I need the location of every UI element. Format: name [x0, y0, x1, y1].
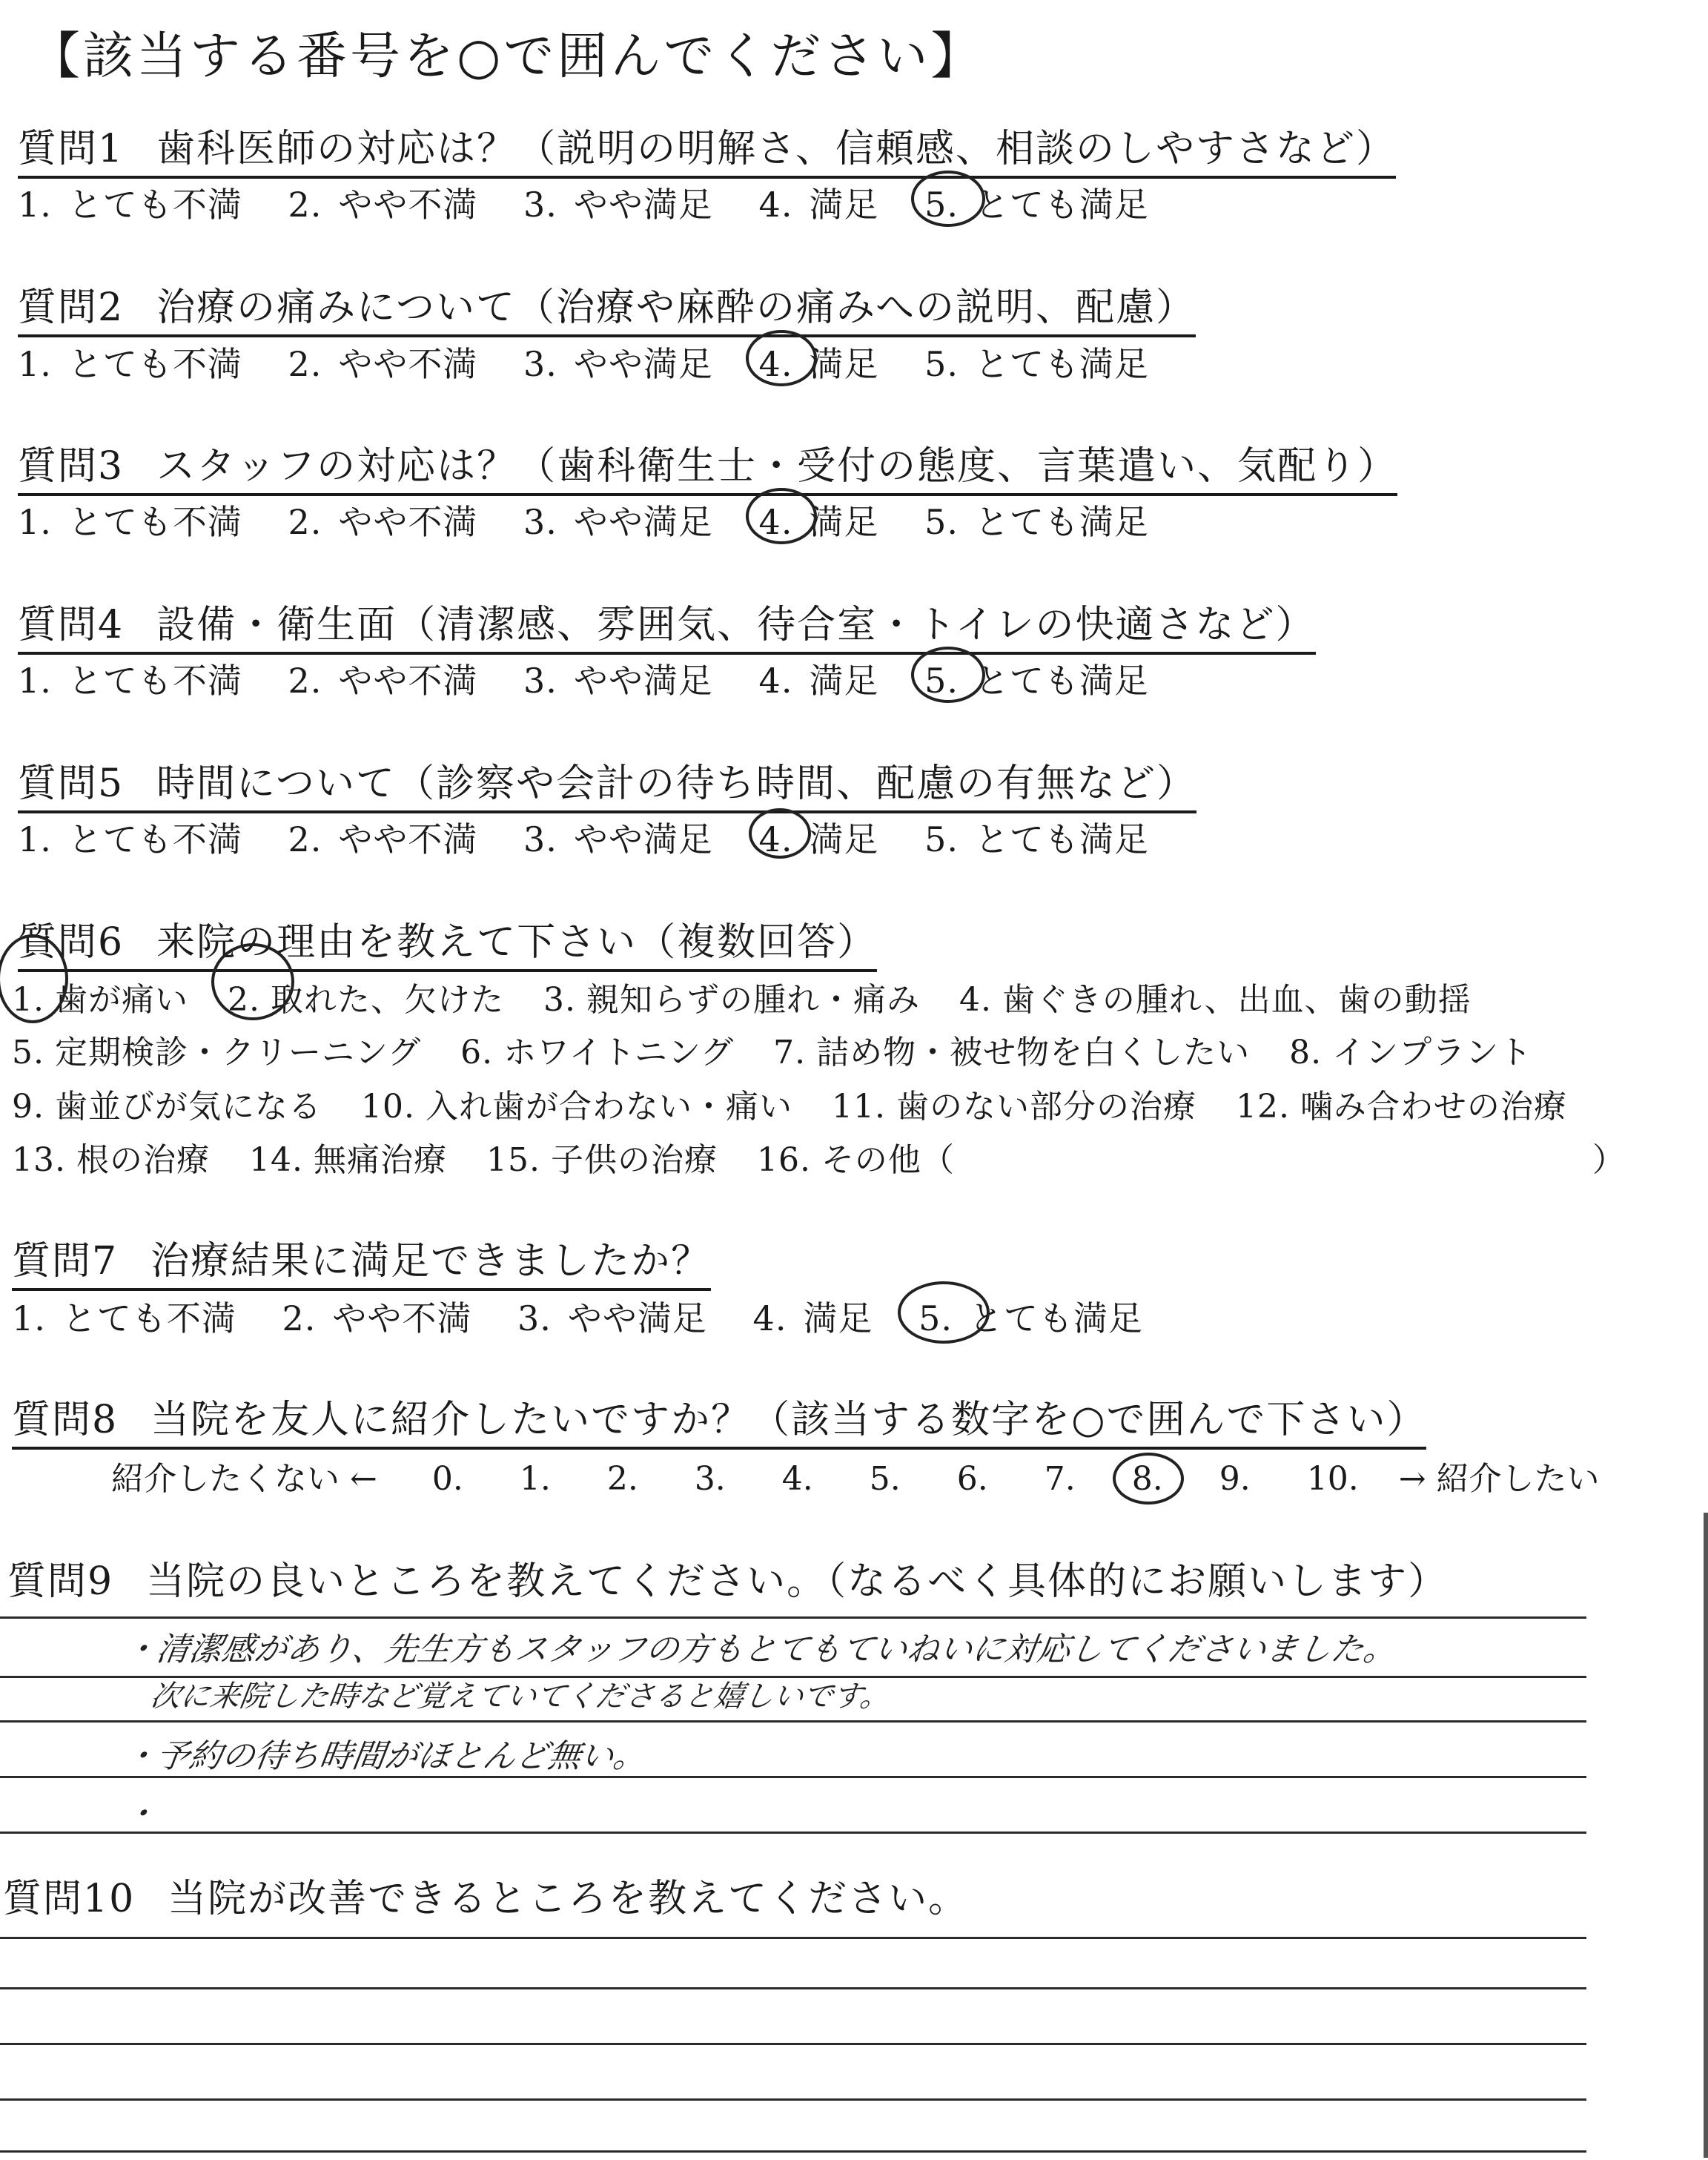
- q7-option-4[interactable]: 4. 満足: [752, 1298, 873, 1338]
- q6-option-1[interactable]: 1. 歯が痛い: [12, 973, 188, 1020]
- q9-handwritten-line-3: ・予約の待ち時間がほとんど無い。: [121, 1737, 649, 1775]
- question-3-text: スタッフの対応は？（歯科衛生士・受付の態度、言葉遣い、気配り）: [156, 444, 1398, 489]
- q3-option-2[interactable]: 2. やや不満: [288, 502, 478, 542]
- q4-option-3[interactable]: 3. やや満足: [523, 661, 713, 701]
- q1-option-5[interactable]: 5. とても満足: [924, 178, 1149, 227]
- q8-scale-1[interactable]: 1.: [519, 1460, 551, 1498]
- q9-handwritten-line-2: 次に来院した時など覚えていてくださると嬉しいです。: [148, 1680, 893, 1714]
- q8-left-label: 紹介したくない ←: [111, 1460, 377, 1498]
- question-6-number: 質問6: [18, 920, 125, 965]
- q8-scale-10[interactable]: 10.: [1306, 1460, 1359, 1498]
- q6-option-10[interactable]: 10. 入れ歯が合わない・痛い: [360, 1088, 792, 1126]
- q7-option-2[interactable]: 2. やや不満: [282, 1298, 472, 1338]
- page-edge-shadow: [1704, 1513, 1708, 2158]
- question-1-number: 質問1: [18, 127, 125, 171]
- question-8-number: 質問8: [12, 1398, 119, 1442]
- q5-option-5[interactable]: 5. とても満足: [924, 819, 1149, 859]
- q6-option-5[interactable]: 5. 定期検診・クリーニング: [12, 1034, 422, 1071]
- question-6-text: 来院の理由を教えて下さい（複数回答）: [156, 920, 878, 965]
- question-8-heading: [12, 1388, 1426, 1450]
- question-7-options: [12, 1292, 1177, 1341]
- q4-option-2[interactable]: 2. やや不満: [288, 661, 478, 701]
- question-2-heading: [18, 276, 1196, 337]
- q2-option-2[interactable]: 2. やや不満: [288, 344, 478, 384]
- question-4-options: [18, 654, 1183, 703]
- page-title: 【該当する番号を○で囲んでください】: [30, 27, 984, 86]
- question-9-text: 当院の良いところを教えてください。（なるべく具体的にお願いします）: [146, 1559, 1449, 1604]
- q3-option-1[interactable]: 1. とても不満: [18, 502, 242, 542]
- q5-option-2[interactable]: 2. やや不満: [288, 819, 478, 859]
- q6-option-13[interactable]: 13. 根の治療: [12, 1141, 210, 1179]
- q7-option-1[interactable]: 1. とても不満: [12, 1298, 236, 1338]
- question-4-heading: [18, 593, 1316, 655]
- q1-option-1[interactable]: 1. とても不満: [18, 185, 242, 225]
- question-7-heading: [12, 1229, 711, 1291]
- question-6-options-row-3: [12, 1080, 1595, 1127]
- question-1-heading: [18, 117, 1396, 179]
- q5-option-3[interactable]: 3. やや満足: [523, 819, 713, 859]
- question-6-options-row-2: [12, 1025, 1560, 1073]
- question-3-heading: [18, 435, 1397, 496]
- q8-scale-9[interactable]: 9.: [1219, 1460, 1251, 1498]
- q6-option-11[interactable]: 11. 歯のない部分の治療: [831, 1088, 1196, 1126]
- question-1-options: [18, 178, 1183, 227]
- q8-scale-0[interactable]: 0.: [431, 1460, 463, 1498]
- q8-right-label: → 紹介したい: [1398, 1460, 1600, 1498]
- q6-option-8[interactable]: 8. インプラント: [1289, 1034, 1533, 1071]
- q8-scale-5[interactable]: 5.: [869, 1460, 901, 1498]
- q6-option-12[interactable]: 12. 噛み合わせの治療: [1235, 1088, 1567, 1126]
- question-6-heading: [18, 911, 877, 972]
- q9-handwritten-line-1: ・清潔感があり、先生方もスタッフの方もとてもていねいに対応してくださいました。: [121, 1631, 1399, 1668]
- q8-scale-3[interactable]: 3.: [694, 1460, 726, 1498]
- question-7-number: 質問7: [12, 1239, 119, 1284]
- question-10-heading: [3, 1867, 968, 1926]
- answer-line: [0, 2098, 1586, 2101]
- q3-option-4[interactable]: 4. 満足: [759, 495, 879, 544]
- question-9-heading: [7, 1550, 1448, 1608]
- q1-option-3[interactable]: 3. やや満足: [523, 185, 713, 225]
- q7-option-5[interactable]: 5. とても満足: [918, 1292, 1143, 1341]
- q3-option-3[interactable]: 3. やや満足: [523, 502, 713, 542]
- question-8-scale: [111, 1452, 1600, 1499]
- q6-option-9[interactable]: 9. 歯並びが気になる: [12, 1088, 322, 1126]
- q2-option-1[interactable]: 1. とても不満: [18, 344, 242, 384]
- q8-scale-7[interactable]: 7.: [1044, 1460, 1076, 1498]
- question-8-text: 当院を友人に紹介したいですか？（該当する数字を○で囲んで下さい）: [150, 1398, 1427, 1442]
- question-2-options: [18, 337, 1183, 386]
- question-1-text: 歯科医師の対応は？（説明の明解さ、信頼感、相談のしやすさなど）: [156, 127, 1397, 171]
- q6-other-close-paren: ）: [1592, 1141, 1626, 1179]
- q4-option-4[interactable]: 4. 満足: [758, 661, 879, 701]
- q2-option-5[interactable]: 5. とても満足: [924, 344, 1149, 384]
- q2-option-4[interactable]: 4. 満足: [759, 337, 879, 386]
- question-6-options-row-1: [12, 973, 1500, 1020]
- question-5-options: [18, 813, 1183, 862]
- answer-line: [0, 1832, 1586, 1834]
- q6-option-16[interactable]: 16. その他（: [756, 1141, 955, 1179]
- q1-option-4[interactable]: 4. 満足: [758, 185, 879, 225]
- q5-option-1[interactable]: 1. とても不満: [18, 819, 242, 859]
- q6-option-7[interactable]: 7. 詰め物・被せ物を白くしたい: [773, 1034, 1251, 1071]
- q5-option-4[interactable]: 4. 満足: [759, 813, 879, 862]
- answer-line: [0, 1987, 1586, 1989]
- answer-line: [0, 1616, 1586, 1619]
- question-2-text: 治療の痛みについて（治療や麻酔の痛みへの説明、配慮）: [156, 285, 1196, 330]
- q4-option-5[interactable]: 5. とても満足: [924, 654, 1149, 703]
- question-3-number: 質問3: [18, 444, 125, 489]
- answer-line: [0, 2150, 1586, 2153]
- q4-option-1[interactable]: 1. とても不満: [18, 661, 242, 701]
- q8-scale-4[interactable]: 4.: [781, 1460, 813, 1498]
- question-4-text: 設備・衛生面（清潔感、雰囲気、待合室・トイレの快適さなど）: [156, 603, 1316, 647]
- q3-option-5[interactable]: 5. とても満足: [924, 502, 1149, 542]
- q6-option-2[interactable]: 2. 取れた、欠けた: [228, 973, 504, 1020]
- question-5-heading: [18, 752, 1196, 813]
- answer-line: [0, 2043, 1586, 2045]
- question-5-number: 質問5: [18, 762, 125, 806]
- question-10-number: 質問10: [3, 1877, 136, 1921]
- q1-option-2[interactable]: 2. やや不満: [288, 185, 478, 225]
- q7-option-3[interactable]: 3. やや満足: [517, 1298, 707, 1338]
- answer-line: [0, 1720, 1586, 1723]
- q6-option-15[interactable]: 15. 子供の治療: [486, 1141, 718, 1179]
- question-5-text: 時間について（診察や会計の待ち時間、配慮の有無など）: [156, 762, 1197, 806]
- question-3-options: [18, 495, 1183, 544]
- q6-option-14[interactable]: 14. 無痛治療: [248, 1141, 447, 1179]
- question-7-text: 治療結果に満足できましたか？: [150, 1239, 712, 1284]
- q8-scale-2[interactable]: 2.: [606, 1460, 638, 1498]
- question-6-options-row-4: [12, 1133, 983, 1180]
- q2-option-3[interactable]: 3. やや満足: [523, 344, 713, 384]
- q6-option-6[interactable]: 6. ホワイトニング: [460, 1034, 735, 1071]
- question-10-text: 当院が改善できるところを教えてください。: [168, 1877, 969, 1921]
- question-4-number: 質問4: [18, 603, 125, 647]
- q6-option-3[interactable]: 3. 親知らずの腫れ・痛み: [543, 981, 920, 1019]
- q8-scale-8[interactable]: 8.: [1132, 1460, 1163, 1498]
- q9-handwritten-line-4: ・: [121, 1795, 159, 1833]
- q8-scale-6[interactable]: 6.: [956, 1460, 988, 1498]
- question-9-number: 質問9: [7, 1559, 114, 1604]
- answer-line: [0, 1937, 1586, 1939]
- q6-option-4[interactable]: 4. 歯ぐきの腫れ、出血、歯の動揺: [959, 981, 1472, 1019]
- question-2-number: 質問2: [18, 285, 125, 330]
